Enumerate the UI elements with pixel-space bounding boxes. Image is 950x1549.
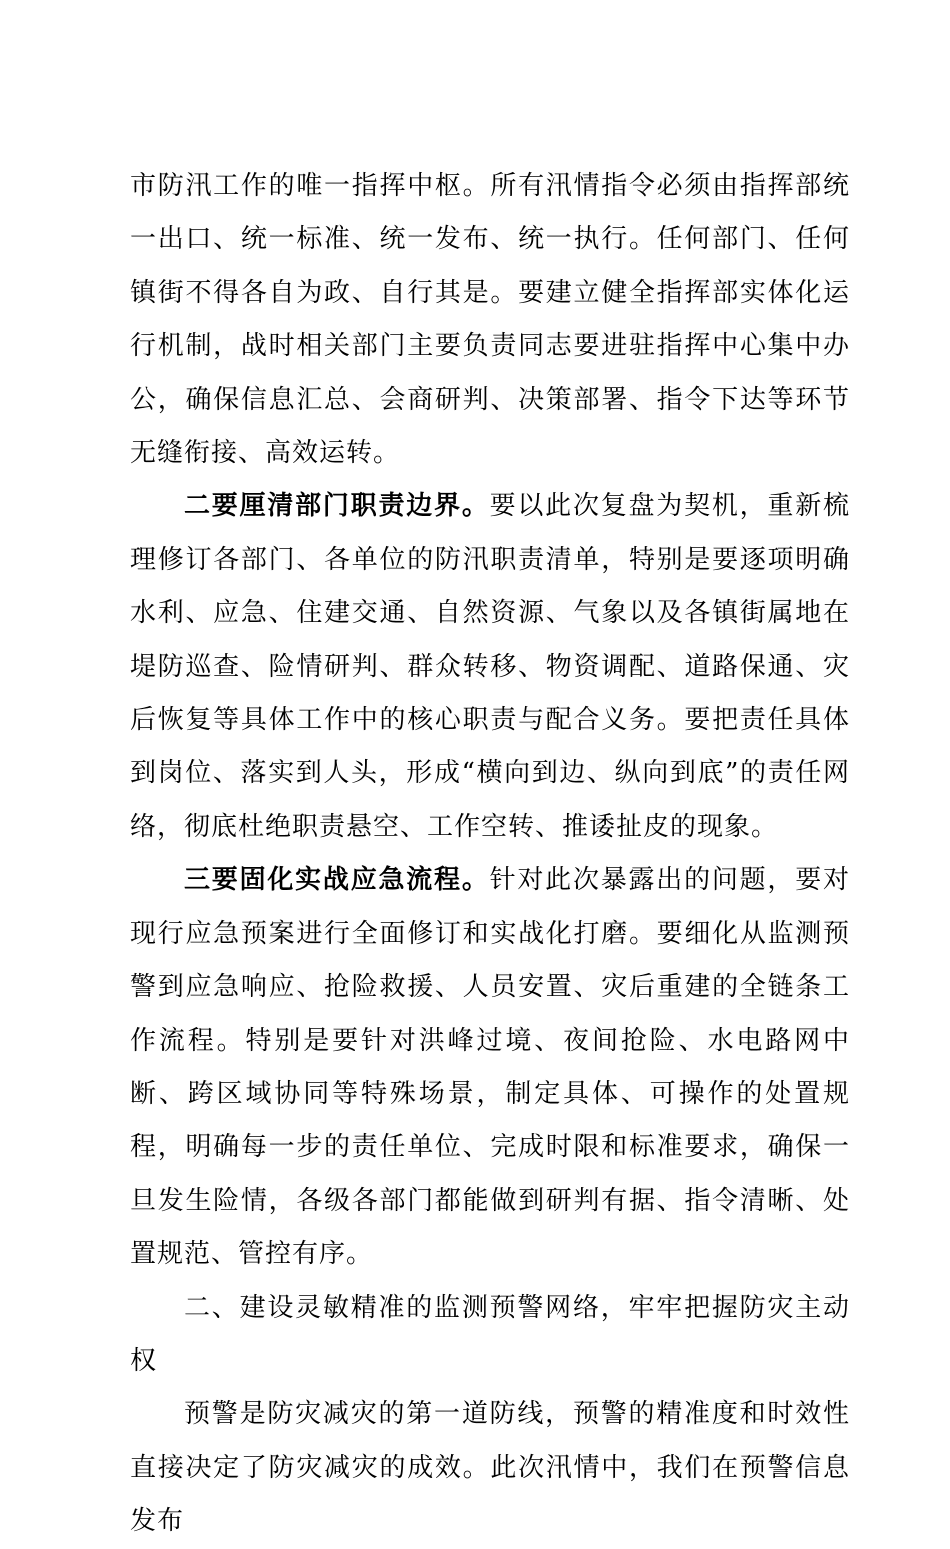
paragraph-2-heading: 二要厘清部门职责边界。: [184, 491, 490, 522]
paragraph-3-text: 针对此次暴露出的问题，要对现行应急预案进行全面修订和实战化打磨。要细化从监测预警到应急响应、抢险救援、人员安置、灾后重建的全链条工作流程。特别是要针对洪峰过境、夜间抢险、水电路网中断、跨区域协同等特殊场景，制定具体、可操作的处置规程，明确每一步的责任单位、完成时限和标准要求，确保一旦发生险情，各级各部门都能做到研判有据、指令清晰、处置规范、管控有序。: [130, 865, 850, 1270]
section-heading-text: 二、建设灵敏精准的监测预警网络，牢牢把握防灾主动权: [130, 1292, 850, 1376]
paragraph-5-text: 预警是防灾减灾的第一道防线，预警的精准度和时效性直接决定了防灾减灾的成效。此次汛情中，我们在预警信息发布: [130, 1399, 850, 1537]
paragraph-3: [130, 854, 850, 1281]
section-heading: [130, 1282, 850, 1389]
paragraph-3-heading: 三要固化实战应急流程。: [184, 865, 490, 896]
paragraph-1: [130, 160, 850, 480]
paragraph-5: [130, 1388, 850, 1548]
paragraph-2: [130, 480, 850, 854]
document-body: [130, 160, 850, 1549]
paragraph-2-text: 要以此次复盘为契机，重新梳理修订各部门、各单位的防汛职责清单，特别是要逐项明确水利、应急、住建交通、自然资源、气象以及各镇街属地在堤防巡查、险情研判、群众转移、物资调配、道路保通、灾后恢复等具体工作中的核心职责与配合义务。要把责任具体到岗位、落实到人头，形成“横向到边、纵向到底”的责任网络，彻底杜绝职责悬空、工作空转、推诿扯皮的现象。: [130, 491, 850, 842]
paragraph-1-text: 市防汛工作的唯一指挥中枢。所有汛情指令必须由指挥部统一出口、统一标准、统一发布、统一执行。任何部门、任何镇街不得各自为政、自行其是。要建立健全指挥部实体化运行机制，战时相关部门主要负责同志要进驻指挥中心集中办公，确保信息汇总、会商研判、决策部署、指令下达等环节无缝衔接、高效运转。: [130, 171, 850, 469]
